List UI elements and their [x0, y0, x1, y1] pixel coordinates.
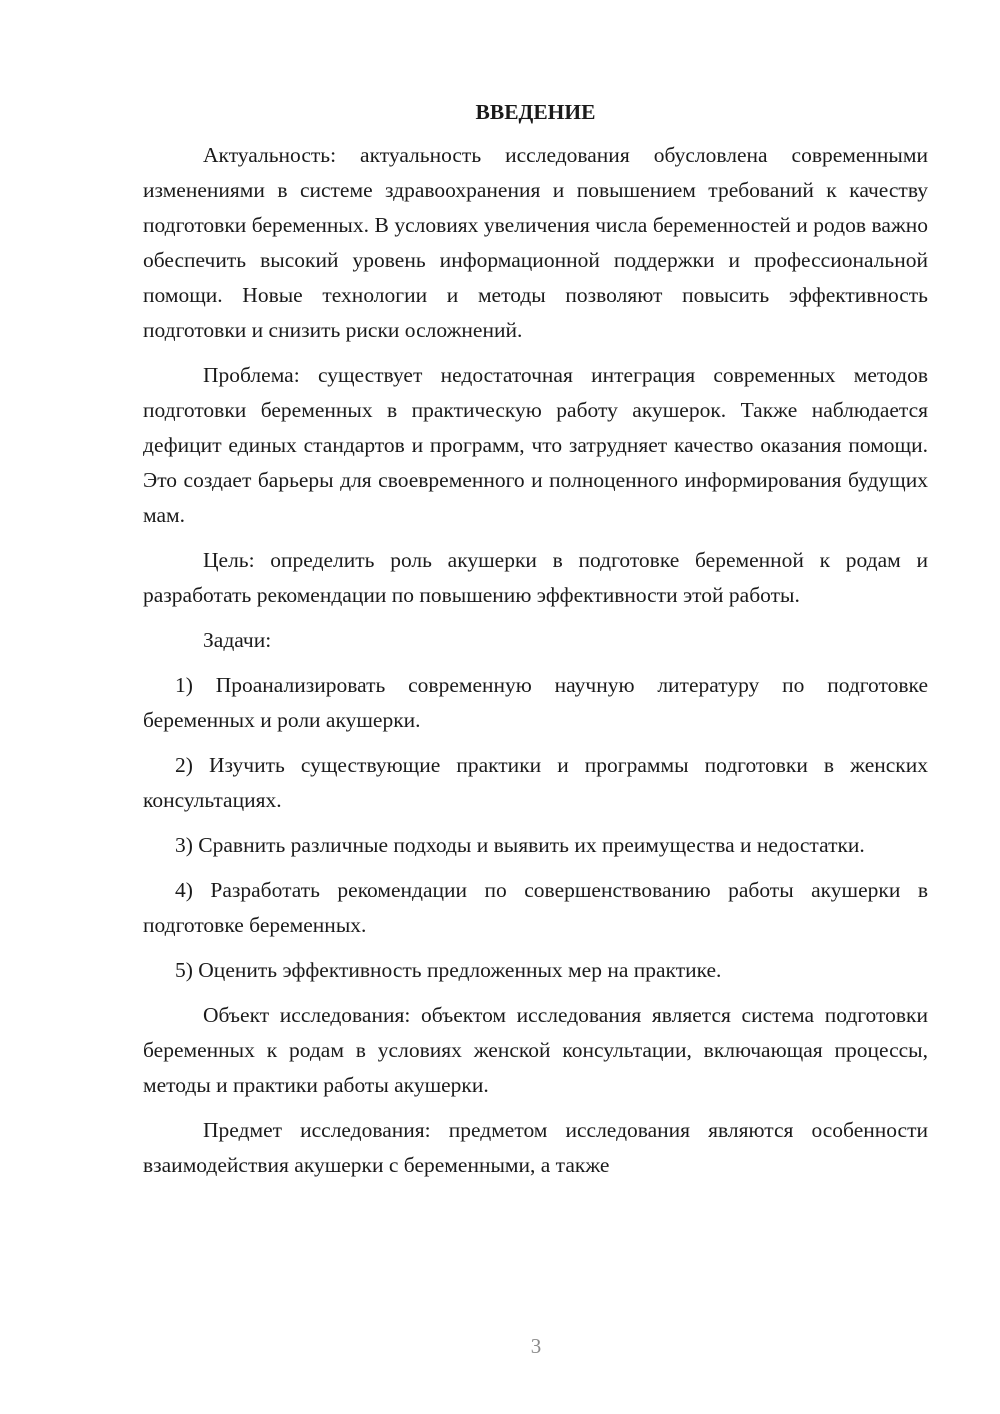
task-item: 4) Разработать рекомендации по совершенствованию работы акушерки в подготовке беременных. [143, 878, 928, 937]
subject-paragraph: Предмет исследования: предметом исследования являются особенности взаимодействия акушерки с беременными, а также [143, 1118, 928, 1177]
task-item: 5) Оценить эффективность предложенных мер на практике. [175, 958, 722, 982]
task-item: 3) Сравнить различные подходы и выявить их преимущества и недостатки. [175, 833, 865, 857]
problem-paragraph: Проблема: существует недостаточная интеграция современных методов подготовки беременных в практическую работу акушерок. Также наблюдается дефицит единых стандартов и программ, что затрудняет качество оказания помощи. Это создает барьеры для своевременного и полноценного информирования будущих мам. [143, 363, 928, 527]
page-number: 3 [530, 1334, 542, 1358]
section-heading: ВВЕДЕНИЕ [475, 100, 596, 124]
goal-paragraph: Цель: определить роль акушерки в подготовке беременной к родам и разработать рекомендации по повышению эффективности этой работы. [143, 548, 928, 607]
relevance-paragraph: Актуальность: актуальность исследования обусловлена современными изменениями в системе здравоохранения и повышением требований к качеству подготовки беременных. В условиях увеличения числа беременностей и родов важно обеспечить высокий уровень информационной поддержки и профессиональной помощи. Новые технологии и методы позволяют повысить эффективность подготовки и снизить риски осложнений. [143, 143, 928, 342]
task-item: 2) Изучить существующие практики и программы подготовки в женских консультациях. [143, 753, 928, 812]
object-paragraph: Объект исследования: объектом исследования является система подготовки беременных к родам в условиях женской консультации, включающая процессы, методы и практики работы акушерки. [143, 1003, 928, 1097]
document-body [143, 96, 928, 1193]
tasks-label: Задачи: [203, 628, 272, 652]
task-item: 1) Проанализировать современную научную литературу по подготовке беременных и роли акушерки. [143, 673, 928, 732]
